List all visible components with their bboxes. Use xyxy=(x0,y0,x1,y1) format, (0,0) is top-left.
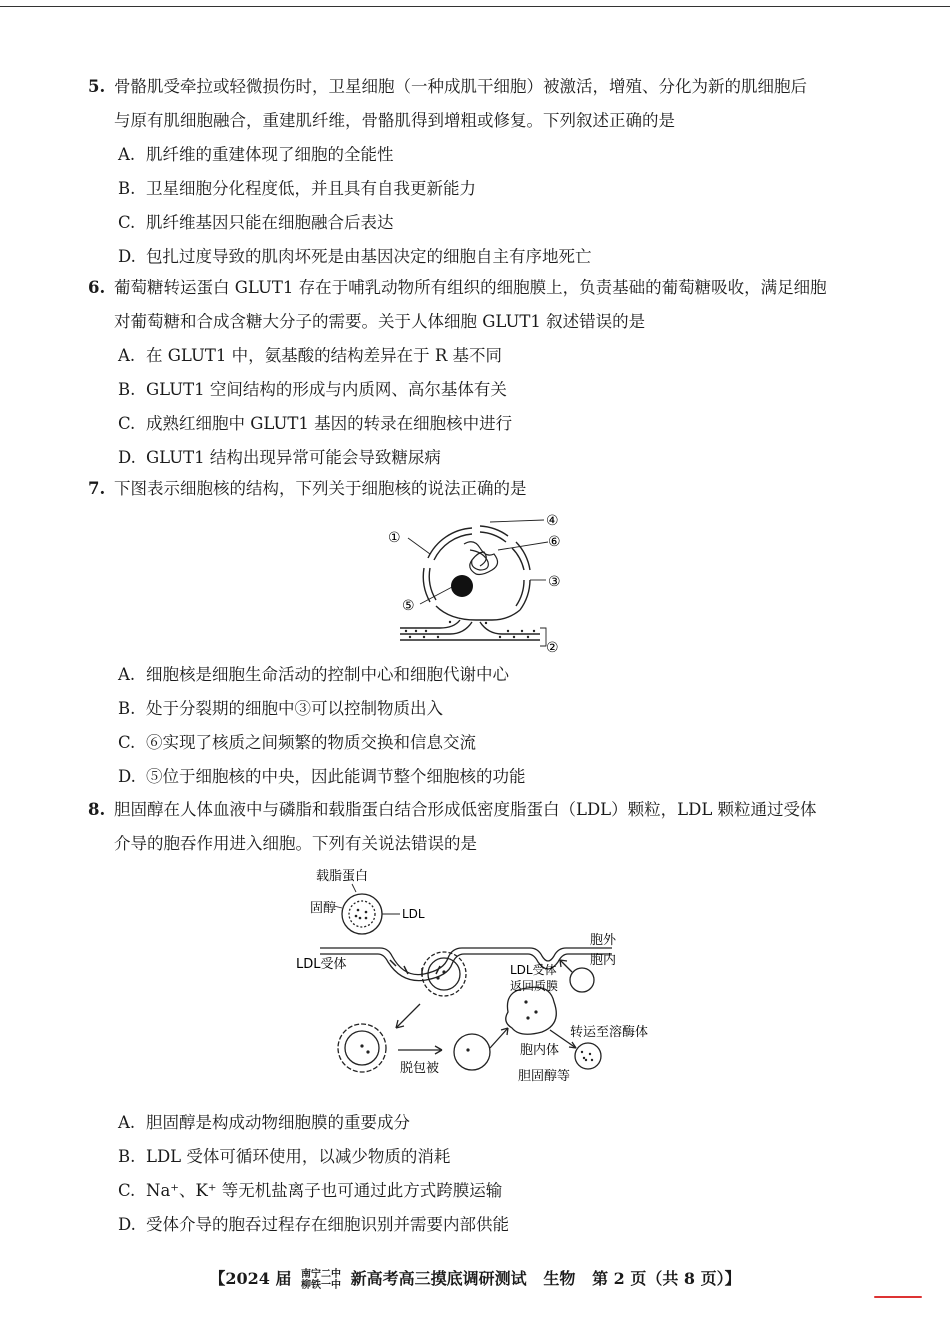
top-rule xyxy=(0,6,950,7)
page-footer xyxy=(0,1264,950,1294)
footer-prefix: 【2024 届 xyxy=(209,1269,292,1288)
stem-line-2: 对葡萄糖和合成含糖大分子的需要。关于人体细胞 GLUT1 叙述错误的是 xyxy=(114,312,646,331)
nucleus-figure xyxy=(380,506,570,654)
option-b[interactable] xyxy=(88,1140,878,1174)
footer-page: 第 2 页（共 8 页）】 xyxy=(592,1269,741,1288)
option-letter: C. xyxy=(118,213,136,232)
label-2: ② xyxy=(546,640,559,654)
option-c[interactable] xyxy=(88,206,878,240)
option-b[interactable] xyxy=(88,692,878,726)
question-stem xyxy=(88,793,878,861)
option-text: 卫星细胞分化程度低，并且具有自我更新能力 xyxy=(146,179,476,198)
option-text: ⑤位于细胞核的中央，因此能调节整个细胞核的功能 xyxy=(146,767,526,786)
question-stem xyxy=(88,70,878,138)
option-letter: B. xyxy=(118,380,136,399)
label-3: ③ xyxy=(548,574,561,590)
question-stem xyxy=(88,472,878,506)
stem-line-2: 介导的胞吞作用进入细胞。下列有关说法错误的是 xyxy=(114,834,477,853)
stem-line-1: 下图表示细胞核的结构，下列关于细胞核的说法正确的是 xyxy=(114,479,527,498)
footer-school-1: 南宁二中 xyxy=(301,1268,342,1280)
label-ldl-receptor: LDL受体 xyxy=(296,957,347,972)
ldl-diagram xyxy=(292,862,662,1092)
red-pen-mark xyxy=(874,1296,922,1298)
ldl-endocytosis-figure xyxy=(292,862,662,1092)
label-outside: 胞外 xyxy=(590,933,617,948)
question-number: 5. xyxy=(88,77,106,96)
question-number: 7. xyxy=(88,479,106,498)
option-letter: A. xyxy=(118,1113,136,1132)
option-d[interactable] xyxy=(88,441,878,475)
footer-title: 新高考高三摸底调研测试 xyxy=(350,1269,527,1288)
question-7-options xyxy=(88,658,878,794)
ldl-particle xyxy=(342,894,382,934)
option-text: 受体介导的胞吞过程存在细胞识别并需要内部供能 xyxy=(146,1215,509,1234)
option-text: 在 GLUT1 中，氨基酸的结构差异在于 R 基不同 xyxy=(146,346,503,365)
option-text: 胆固醇是构成动物细胞膜的重要成分 xyxy=(146,1113,410,1132)
option-c[interactable] xyxy=(88,1174,878,1208)
option-text: GLUT1 结构出现异常可能会导致糖尿病 xyxy=(146,448,441,467)
stem-line-1: 骨骼肌受牵拉或轻微损伤时，卫星细胞（一种成肌干细胞）被激活，增殖、分化为新的肌细胞后 xyxy=(114,77,807,96)
question-6 xyxy=(88,271,878,475)
option-text: ⑥实现了核质之间频繁的物质交换和信息交流 xyxy=(146,733,476,752)
option-letter: D. xyxy=(118,767,136,786)
option-a[interactable] xyxy=(88,138,878,172)
question-8-options xyxy=(88,1106,878,1242)
nucleolus xyxy=(451,575,473,597)
option-c[interactable] xyxy=(88,726,878,760)
question-5 xyxy=(88,70,878,274)
nucleus-diagram xyxy=(380,506,570,654)
label-inside: 胞内 xyxy=(590,953,617,968)
label-6: ⑥ xyxy=(548,534,561,550)
option-letter: C. xyxy=(118,1181,136,1200)
option-text: 细胞核是细胞生命活动的控制中心和细胞代谢中心 xyxy=(146,665,509,684)
stem-line-1: 葡萄糖转运蛋白 GLUT1 存在于哺乳动物所有组织的细胞膜上，负责基础的葡萄糖吸收，满足细胞 xyxy=(114,278,827,297)
option-c[interactable] xyxy=(88,407,878,441)
lysosome xyxy=(575,1043,601,1069)
label-endosome: 胞内体 xyxy=(520,1043,560,1058)
option-text: 处于分裂期的细胞中③可以控制物质出入 xyxy=(146,699,443,718)
option-text: GLUT1 空间结构的形成与内质网、高尔基体有关 xyxy=(146,380,507,399)
option-d[interactable] xyxy=(88,760,878,794)
option-text: LDL 受体可循环使用，以减少物质的消耗 xyxy=(146,1147,451,1166)
label-4: ④ xyxy=(546,513,559,529)
question-stem xyxy=(88,271,878,339)
question-8 xyxy=(88,793,878,861)
option-letter: B. xyxy=(118,1147,136,1166)
label-apolipoprotein: 载脂蛋白 xyxy=(316,869,369,884)
label-cholesterol: 固醇 xyxy=(310,901,337,916)
option-letter: A. xyxy=(118,346,136,365)
question-number: 8. xyxy=(88,800,106,819)
label-cholesterol-etc: 胆固醇等 xyxy=(518,1069,571,1084)
option-b[interactable] xyxy=(88,373,878,407)
option-a[interactable] xyxy=(88,339,878,373)
label-receptor-return-2: 返回质膜 xyxy=(510,979,559,993)
label-1: ① xyxy=(388,530,401,546)
option-text: 包扎过度导致的肌肉坏死是由基因决定的细胞自主有序地死亡 xyxy=(146,247,592,266)
footer-schools xyxy=(301,1269,341,1291)
label-to-lysosome: 转运至溶酶体 xyxy=(570,1025,649,1040)
footer-school-2: 柳铁一中 xyxy=(301,1279,342,1291)
label-receptor-return-1: LDL受体 xyxy=(510,963,557,977)
option-letter: B. xyxy=(118,179,136,198)
question-number: 6. xyxy=(88,278,106,297)
option-d[interactable] xyxy=(88,240,878,274)
endosome xyxy=(506,987,557,1034)
option-b[interactable] xyxy=(88,172,878,206)
option-letter: B. xyxy=(118,699,136,718)
footer-subject: 生物 xyxy=(543,1269,576,1288)
option-letter: D. xyxy=(118,448,136,467)
label-5: ⑤ xyxy=(402,598,415,614)
option-text: 肌纤维基因只能在细胞融合后表达 xyxy=(146,213,394,232)
option-letter: A. xyxy=(118,145,136,164)
option-a[interactable] xyxy=(88,1106,878,1140)
option-letter: C. xyxy=(118,414,136,433)
stem-line-2: 与原有肌细胞融合，重建肌纤维，骨骼肌得到增粗或修复。下列叙述正确的是 xyxy=(114,111,675,130)
option-text: 肌纤维的重建体现了细胞的全能性 xyxy=(146,145,394,164)
option-a[interactable] xyxy=(88,658,878,692)
stem-line-1: 胆固醇在人体血液中与磷脂和载脂蛋白结合形成低密度脂蛋白（LDL）颗粒，LDL 颗粒通过受体 xyxy=(114,800,817,819)
option-letter: D. xyxy=(118,1215,136,1234)
option-letter: D. xyxy=(118,247,136,266)
option-letter: A. xyxy=(118,665,136,684)
label-uncoat: 脱包被 xyxy=(400,1061,440,1076)
option-text: 成熟红细胞中 GLUT1 基因的转录在细胞核中进行 xyxy=(146,414,513,433)
option-d[interactable] xyxy=(88,1208,878,1242)
question-7 xyxy=(88,472,878,506)
option-letter: C. xyxy=(118,733,136,752)
option-text: Na⁺、K⁺ 等无机盐离子也可通过此方式跨膜运输 xyxy=(146,1181,503,1200)
label-ldl: LDL xyxy=(402,907,425,921)
